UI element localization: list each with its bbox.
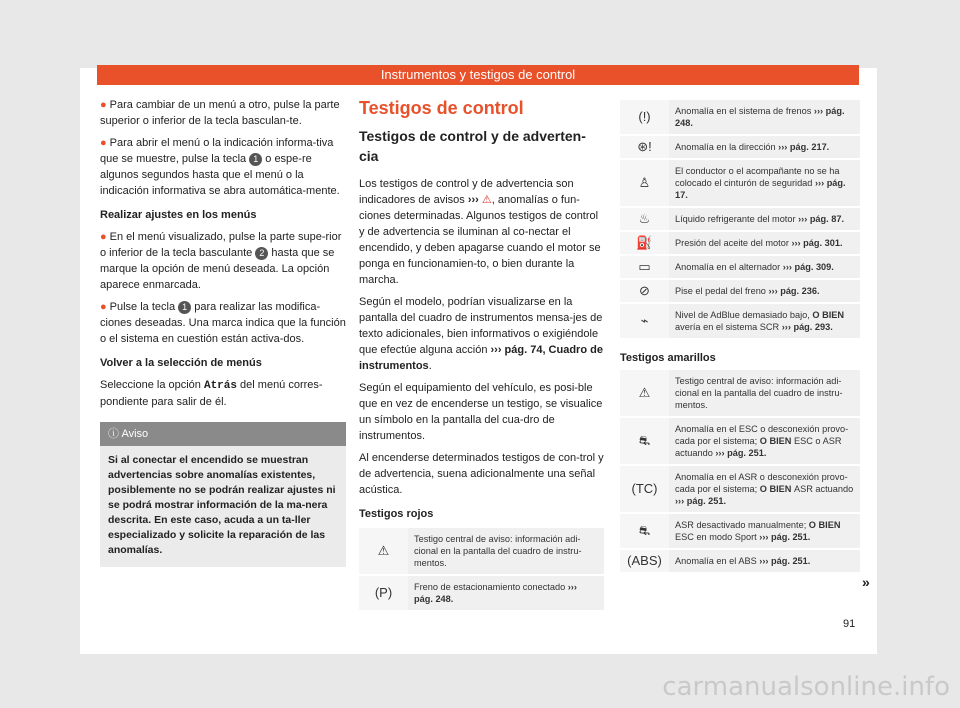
parking-brake-icon: (P) [359, 575, 408, 611]
paragraph: Los testigos de control y de advertencia son indicadores de avisos ››› ⚠, anomalías o fun-ciones determinadas. Algunos testigos de control y de advertencia se iluminan al co-nectar el encendido, y deben apagarse cuando el motor se ponga en funcionamien-to, o bien durante la marcha. [359, 178, 601, 286]
cross-reference-link[interactable]: ››› pág. 87. [795, 214, 845, 224]
notice-box [100, 422, 346, 567]
red-indicators-table [359, 528, 604, 612]
esc-icon: ⛐ [620, 417, 669, 465]
indicator-row [620, 159, 860, 207]
indicator-row [620, 513, 860, 549]
indicator-row [620, 303, 860, 339]
yellow-indicators-table [620, 370, 860, 574]
paragraph: Según el modelo, podrían visualizarse en la pantalla del cuadro de instrumentos mensa-jes de texto adicionales, bien informativos o exigiéndole que efectúe alguna acción ››› pág. 74, Cuadro de instrumentos. [359, 296, 603, 372]
indicator-row [620, 549, 860, 573]
section-title: Testigos de control [359, 98, 524, 118]
page-header: Instrumentos y testigos de control [97, 65, 859, 85]
indicator-row [620, 370, 860, 417]
cross-reference-link[interactable]: ››› pág. 248. [414, 582, 577, 604]
cross-reference-link[interactable]: ››› pág. 248. [675, 106, 845, 128]
indicator-description: Testigo central de aviso: información adi-cional en la pantalla del cuadro de instru-mentos. [408, 528, 604, 575]
cross-reference-link[interactable]: ››› pág. 309. [780, 262, 834, 272]
key-number-badge: 2 [255, 247, 268, 260]
indicator-row [359, 575, 604, 611]
indicator-description: Líquido refrigerante del motor ››› pág. 87. [669, 207, 860, 231]
warning-triangle-icon: ⚠ [620, 370, 669, 417]
indicator-description: Presión del aceite del motor ››› pág. 301. [669, 231, 860, 255]
indicator-description: Testigo central de aviso: información adi-cional en la pantalla del cuadro de instru-mentos. [669, 370, 860, 417]
indicator-description: ASR desactivado manualmente; O BIEN ESC en modo Sport ››› pág. 251. [669, 513, 860, 549]
continued-arrow-icon: » [862, 574, 870, 590]
indicator-row [359, 528, 604, 575]
paragraph: ● En el menú visualizado, pulse la parte supe-rior o inferior de la tecla basculante 2 hasta que se marque la opción de menú deseada. La opción aparece enmarcada. [100, 231, 342, 291]
cross-reference-link[interactable]: ››› pág. 251. [675, 496, 727, 506]
indicator-description: Anomalía en el alternador ››› pág. 309. [669, 255, 860, 279]
brake-system-icon: (!) [620, 100, 669, 135]
notice-header: ⓘ Aviso [100, 422, 346, 446]
table-heading: Testigos amarillos [620, 352, 716, 364]
seatbelt-icon: ♙ [620, 159, 669, 207]
bullet-icon: ● [100, 99, 107, 111]
watermark-text: carmanualsonline.info [662, 672, 950, 702]
table-heading: Testigos rojos [359, 508, 434, 520]
indicator-description: Pise el pedal del freno ››› pág. 236. [669, 279, 860, 303]
indicator-description: Anomalía en el ABS ››› pág. 251. [669, 549, 860, 573]
indicator-description: El conductor o el acompañante no se ha colocado el cinturón de seguridad ››› pág. 17. [669, 159, 860, 207]
esc-off-icon: ⛐ [620, 513, 669, 549]
adblue-icon: ⌁ [620, 303, 669, 339]
indicator-description: Anomalía en la dirección ››› pág. 217. [669, 135, 860, 159]
red-indicators-table-continued [620, 100, 860, 340]
cross-reference-link[interactable]: ››› pág. 293. [779, 322, 833, 332]
indicator-row [620, 255, 860, 279]
cross-reference-link[interactable]: ››› pág. 217. [775, 142, 830, 152]
page-number: 91 [843, 618, 856, 630]
section-heading: Volver a la selección de menús [100, 357, 262, 369]
cross-reference-link[interactable]: ››› pág. 301. [788, 238, 843, 248]
indicator-description: Nivel de AdBlue demasiado bajo, O BIEN avería en el sistema SCR ››› pág. 293. [669, 303, 860, 339]
indicator-row [620, 135, 860, 159]
brake-pedal-icon: ⊘ [620, 279, 669, 303]
bullet-icon: ● [100, 137, 107, 149]
tc-icon: (TC) [620, 465, 669, 513]
warning-triangle-icon: ⚠ [481, 194, 492, 206]
indicator-row [620, 231, 860, 255]
abs-icon: (ABS) [620, 549, 669, 573]
cross-reference-link[interactable]: ››› pág. 17. [675, 178, 846, 200]
indicator-row [620, 417, 860, 465]
left-column [100, 97, 346, 567]
indicator-description: Freno de estacionamiento conectado ››› pág. 248. [408, 575, 604, 611]
cross-reference-link[interactable]: ››› pág. 236. [765, 286, 820, 296]
oil-pressure-icon: ⛽ [620, 231, 669, 255]
alternator-icon: ▭ [620, 255, 669, 279]
cross-reference-link[interactable]: ››› pág. 74, Cuadro de instrumentos [359, 344, 603, 372]
indicator-row [620, 207, 860, 231]
cross-reference-link[interactable]: ››› pág. 251. [712, 448, 767, 458]
section-subtitle: Testigos de control y de adverten-cia [359, 128, 586, 164]
paragraph: Según el equipamiento del vehículo, es posi-ble que en vez de encenderse un testigo, se visualice un símbolo en la pantalla del cua-dro de instrumentos. [359, 382, 603, 442]
warning-triangle-icon: ⚠ [359, 528, 408, 575]
indicator-description: Anomalía en el sistema de frenos ››› pág. 248. [669, 100, 860, 135]
cross-reference-link[interactable]: ››› pág. 251. [756, 556, 811, 566]
middle-column [359, 100, 604, 612]
paragraph: Al encenderse determinados testigos de con-trol y de advertencia, suena adicionalmente una señal acústica. [359, 452, 604, 496]
key-number-badge: 1 [249, 153, 262, 166]
cross-reference-link[interactable]: ››› pág. 251. [756, 532, 811, 542]
paragraph: ● Para cambiar de un menú a otro, pulse la parte superior o inferior de la tecla basculan-te. [100, 99, 340, 127]
coolant-icon: ♨ [620, 207, 669, 231]
info-icon: ⓘ [108, 428, 119, 440]
indicator-description: Anomalía en el ESC o desconexión provo-cada por el sistema; O BIEN ESC o ASR actuando ››› pág. 251. [669, 417, 860, 465]
paragraph: ● Pulse la tecla 1 para realizar las modifica-ciones deseadas. Una marca indica que la función o el sistema en cuestión están activa-dos. [100, 301, 346, 345]
paragraph: Seleccione la opción Atrás del menú corres-pondiente para salir de él. [100, 379, 323, 408]
paragraph: ● Para abrir el menú o la indicación informa-tiva que se muestre, pulse la tecla 1 o espe-re algunos segundos hasta que el menú o la indicación informativa se abra automática-mente. [100, 137, 340, 197]
right-column [620, 100, 860, 574]
section-heading: Realizar ajustes en los menús [100, 209, 257, 221]
key-number-badge: 1 [178, 301, 191, 314]
indicator-row [620, 279, 860, 303]
indicator-row [620, 100, 860, 135]
notice-text: Si al conectar el encendido se muestran advertencias sobre anomalías existentes, posiblemente no se podrán realizar ajustes ni se podrá mostrar información de la ma-nera descrita. En este caso, acuda a un ta-ller especializado y solicite la reparación de las anomalías. [108, 454, 336, 556]
indicator-row [620, 465, 860, 513]
indicator-description: Anomalía en el ASR o desconexión provo-cada por el sistema; O BIEN ASR actuando ››› pág. 251. [669, 465, 860, 513]
bullet-icon: ● [100, 231, 107, 243]
bullet-icon: ● [100, 301, 107, 313]
steering-fault-icon: ⊛! [620, 135, 669, 159]
